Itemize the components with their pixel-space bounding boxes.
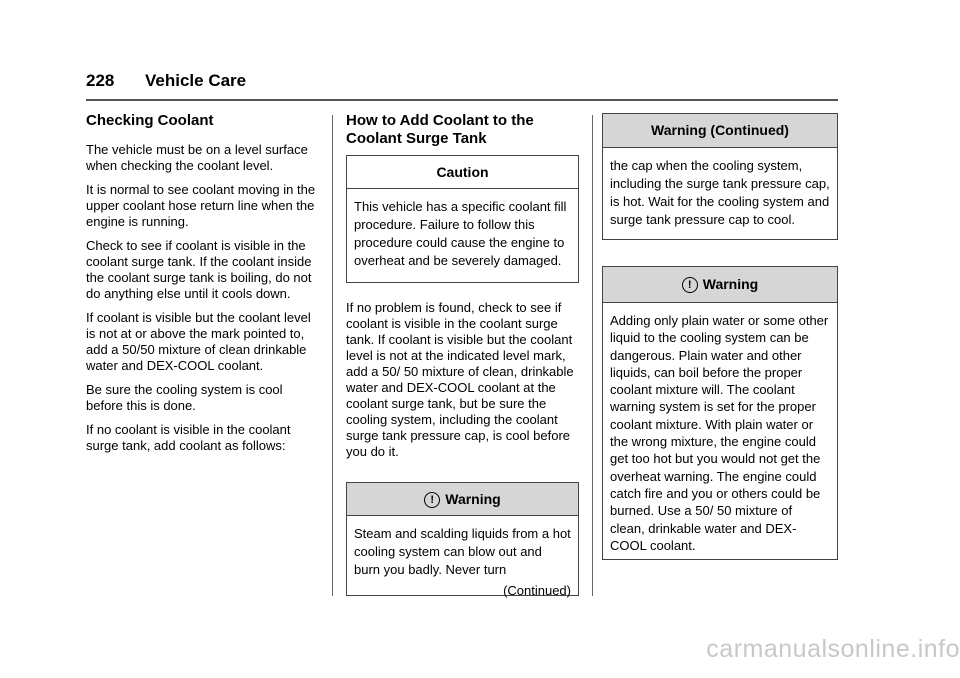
caution-text: This vehicle has a specific coolant fill procedure. Failure to follow this procedure could cause the engine to overheat and be severely damaged. (354, 199, 567, 268)
warning-icon: ! (682, 277, 698, 293)
paragraph: Be sure the cooling system is cool before this is done. (86, 382, 283, 413)
warning-icon: ! (424, 492, 440, 508)
warning-text: Steam and scalding liquids from a hot cooling system can blow out and burn you badly. Never turn (354, 526, 571, 577)
paragraph: If no problem is found, check to see if coolant is visible in the coolant surge tank. If coolant is visible but the coolant level is not at the indicated level mark, add a 50/ 50 mixture of clean, drinkable water and DEX-COOL coolant at the coolant surge tank, but be sure the cooling system, including the coolant surge tank pressure cap, is cool before you do it. (346, 300, 574, 459)
heading-line-2: Coolant Surge Tank (346, 130, 487, 147)
warning-continued-box (602, 113, 838, 240)
paragraph: If no coolant is visible in the coolant surge tank, add coolant as follows: (86, 422, 291, 453)
warning-continued-title: Warning (Continued) (603, 114, 837, 148)
warning-label: Warning (445, 491, 501, 507)
warning-label: Warning (702, 276, 759, 292)
section-title: Vehicle Care (145, 71, 247, 90)
warning-title (347, 483, 578, 516)
warning-box-1 (346, 482, 579, 596)
column-2-paragraph (346, 300, 580, 468)
paragraph: It is normal to see coolant moving in the upper coolant hose return line when the engine is running. (86, 182, 316, 229)
checking-coolant-heading: Checking Coolant (86, 112, 214, 129)
paragraph: Check to see if coolant is visible in the coolant surge tank. If the coolant inside the coolant surge tank is boiling, do not do anything else until it cools down. (86, 238, 312, 301)
column-1 (86, 112, 322, 462)
column-divider-1 (332, 115, 333, 596)
warning-title (603, 267, 837, 303)
page-number: 228 (86, 71, 115, 90)
warning-text: Adding only plain water or some other liquid to the cooling system can be dangerous. Plain water and other liquids, can boil before the proper coolant mixture will. The coolant warning system is set for the proper coolant mixture. With plain water or the wrong mixture, the engine could get too hot but you would not get the overheat warning. The engine could catch fire and you or others could be burned. Use a 50/ 50 mixture of clean, drinkable water and DEX-COOL coolant. (610, 313, 829, 553)
watermark: carmanualsonline.info (706, 635, 960, 663)
caution-title: Caution (347, 156, 578, 189)
warning-continued-text: the cap when the cooling system, including the surge tank pressure cap, is hot. Wait for the cooling system and surge tank pressure cap to cool. (610, 158, 830, 227)
paragraph: The vehicle must be on a level surface when checking the coolant level. (86, 142, 308, 173)
column-2 (346, 112, 580, 148)
continued-label: (Continued) (503, 583, 571, 598)
caution-box (346, 155, 579, 283)
paragraph: If coolant is visible but the coolant level is not at or above the mark pointed to, add a 50/50 mixture of clean drinkable water and DEX-COOL coolant. (86, 310, 311, 373)
heading-line-1: How to Add Coolant to the (346, 112, 534, 129)
add-coolant-heading (346, 112, 580, 148)
column-divider-2 (592, 115, 593, 596)
header-divider (86, 99, 838, 101)
warning-box-2 (602, 266, 838, 560)
